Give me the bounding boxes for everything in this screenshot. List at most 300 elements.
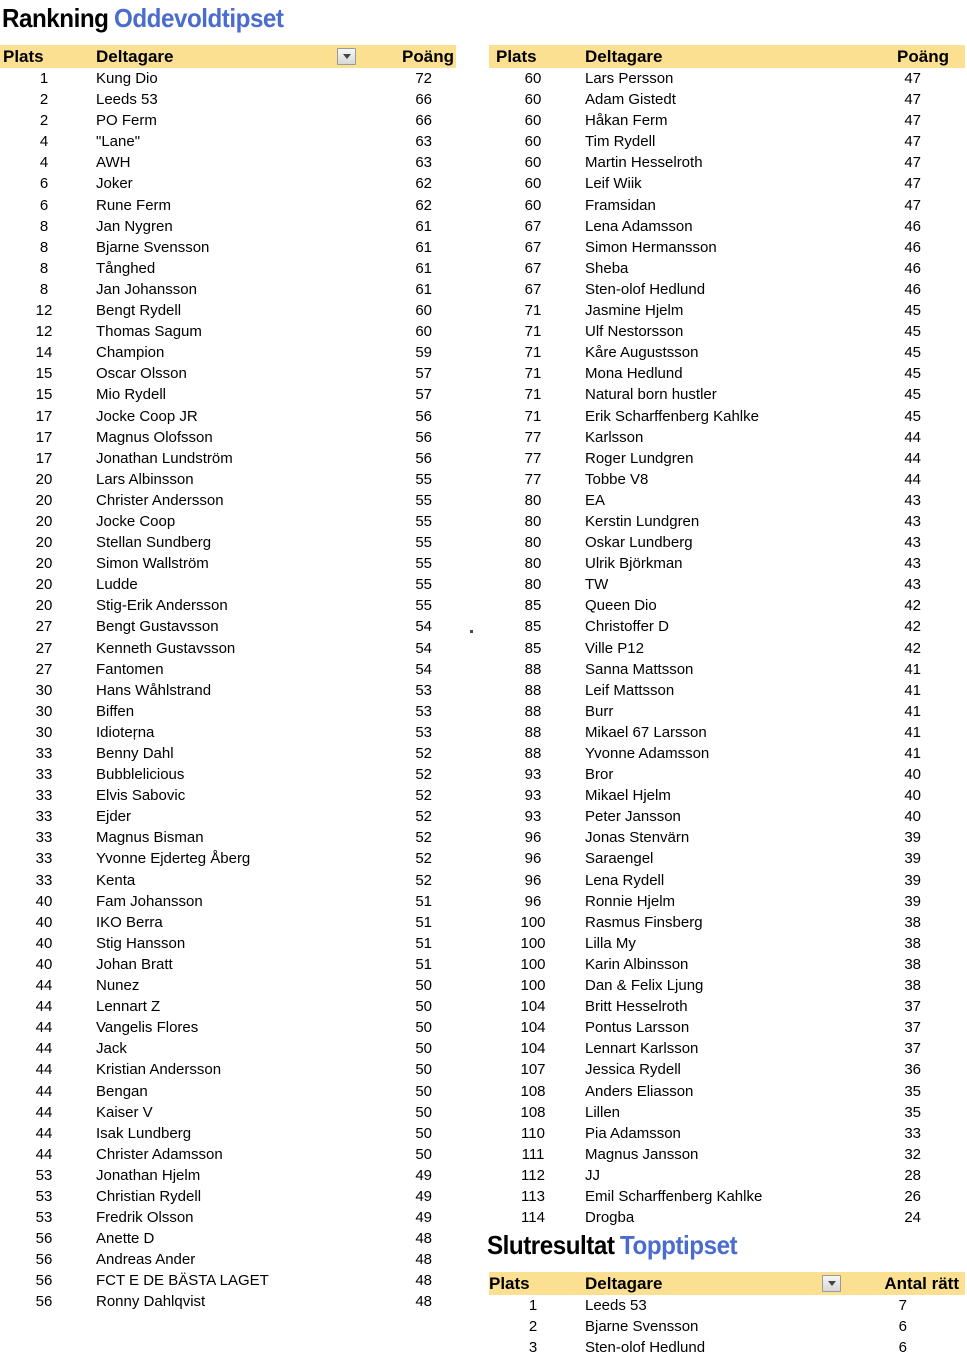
deltagare-cell: Magnus Jansson [585, 1145, 699, 1163]
deltagare-cell: Sten-olof Hedlund [585, 1339, 706, 1357]
plats-cell: 104 [520, 1040, 546, 1058]
table-row [0, 1017, 456, 1038]
plats-cell: 30 [35, 723, 53, 741]
table-row [0, 933, 456, 954]
plats-cell: 53 [35, 1166, 53, 1184]
plats-cell: 33 [35, 829, 53, 847]
deltagare-cell: Jan Nygren [96, 217, 173, 235]
deltagare-cell: Jocke Coop [96, 512, 176, 530]
deltagare-cell: Tånghed [96, 259, 156, 277]
deltagare-cell: Peter Jansson [585, 808, 681, 826]
poang-cell: 41 [904, 745, 921, 762]
plats-cell: 56 [35, 1230, 53, 1248]
deltagare-cell: Roger Lundgren [585, 449, 694, 467]
plats-cell: 44 [35, 1145, 53, 1163]
plats-cell: 6 [39, 175, 49, 193]
poang-cell: 24 [904, 1209, 921, 1227]
table-row [489, 532, 965, 553]
poang-cell: 50 [415, 1019, 432, 1037]
poang-cell: 43 [904, 555, 921, 573]
plats-cell: 60 [524, 133, 542, 151]
table-row [0, 321, 456, 342]
table-row [489, 216, 965, 237]
poang-cell: 66 [415, 112, 432, 130]
deltagare-cell: Burr [585, 702, 614, 720]
deltagare-cell: EA [585, 491, 606, 509]
poang-cell: 63 [415, 154, 432, 172]
poang-cell: 43 [904, 576, 921, 594]
plats-cell: 80 [524, 491, 542, 509]
poang-cell: 55 [415, 534, 432, 552]
poang-cell: 47 [904, 70, 921, 87]
plats-cell: 4 [39, 154, 49, 172]
poang-cell: 38 [904, 955, 921, 973]
deltagare-cell: Lena Rydell [585, 871, 665, 889]
filter-dropdown-button[interactable] [822, 1275, 841, 1292]
table-row [0, 532, 456, 553]
poang-cell: 52 [415, 850, 432, 868]
deltagare-cell: Bengt Gustavsson [96, 618, 219, 636]
deltagare-header-label: Deltagare [585, 1274, 663, 1293]
deltagare-cell: Anders Eliasson [585, 1082, 694, 1100]
deltagare-cell: Lars Albinsson [96, 470, 194, 488]
plats-cell: 20 [35, 555, 53, 573]
poang-cell: 45 [904, 365, 921, 383]
plats-cell: 93 [524, 766, 542, 784]
table-row [0, 1186, 456, 1207]
table-row [489, 616, 965, 637]
deltagare-cell: Yvonne Adamsson [585, 745, 710, 762]
deltagare-cell: Ronnie Hjelm [585, 892, 676, 910]
deltagare-cell: Fredrik Olsson [96, 1209, 194, 1227]
plats-cell: 40 [35, 913, 53, 931]
poang-cell: 57 [415, 365, 432, 383]
plats-cell: 67 [524, 259, 542, 277]
poang-cell: 52 [415, 766, 432, 784]
poang-cell: 46 [904, 217, 921, 235]
table-header-row [489, 1272, 965, 1295]
plats-cell: 60 [524, 112, 542, 130]
plats-cell: 60 [524, 175, 542, 193]
table-row [0, 954, 456, 975]
table-row [489, 870, 965, 891]
deltagare-cell: Erik Scharffenberg Kahlke [585, 407, 759, 425]
plats-cell: 44 [35, 1124, 53, 1142]
plats-cell: 67 [524, 238, 542, 256]
table-row [489, 1144, 965, 1165]
table-row [489, 785, 965, 806]
poang-cell: 35 [904, 1103, 921, 1121]
poang-cell: 33 [904, 1124, 921, 1142]
plats-cell: 85 [524, 597, 542, 615]
table-row [489, 912, 965, 933]
table-row [489, 680, 965, 701]
plats-cell: 33 [35, 871, 53, 889]
chevron-down-icon [343, 54, 351, 59]
table-row [0, 638, 456, 659]
table-row [489, 1059, 965, 1080]
poang-cell: 53 [415, 681, 432, 699]
poang-column-header: Poäng [402, 47, 454, 66]
deltagare-cell: Ville P12 [585, 639, 644, 657]
table-row [489, 1337, 965, 1358]
plats-cell: 3 [528, 1339, 538, 1357]
plats-cell: 33 [35, 808, 53, 826]
poang-cell: 47 [904, 154, 921, 172]
poang-cell: 63 [415, 133, 432, 151]
poang-cell: 40 [904, 766, 921, 784]
plats-cell: 88 [524, 681, 542, 699]
deltagare-cell: Stig-Erik Andersson [96, 597, 228, 615]
table-row [489, 427, 965, 448]
poang-cell: 49 [415, 1187, 432, 1205]
ranking-table-right [489, 45, 965, 1228]
deltagare-cell: Bror [585, 766, 614, 784]
poang-cell: 42 [904, 597, 921, 615]
plats-cell: 60 [524, 154, 542, 172]
poang-cell: 37 [904, 998, 921, 1016]
plats-cell: 6 [39, 196, 49, 214]
poang-cell: 50 [415, 1103, 432, 1121]
plats-cell: 71 [524, 302, 542, 320]
poang-cell: 66 [415, 91, 432, 109]
deltagare-cell: AWH [96, 154, 131, 172]
table-row [489, 827, 965, 848]
table-row [0, 722, 456, 743]
deltagare-cell: Framsidan [585, 196, 656, 214]
table-row [489, 1186, 965, 1207]
deltagare-cell: Christer Adamsson [96, 1145, 223, 1163]
deltagare-cell: Tobbe V8 [585, 470, 649, 488]
table-row [0, 1144, 456, 1165]
poang-cell: 50 [415, 1061, 432, 1079]
deltagare-cell: Bengan [96, 1082, 148, 1100]
final-result-table [489, 1272, 965, 1358]
deltagare-cell: Bjarne Svensson [96, 238, 210, 256]
table-row [489, 237, 965, 258]
plats-cell: 12 [35, 323, 53, 341]
table-row [0, 1102, 456, 1123]
plats-cell: 60 [524, 91, 542, 109]
table-row [0, 996, 456, 1017]
deltagare-cell: Lennart Z [96, 998, 161, 1016]
table-row [489, 975, 965, 996]
poang-cell: 43 [904, 512, 921, 530]
table-row [0, 131, 456, 152]
table-row [489, 68, 965, 89]
table-row [0, 406, 456, 427]
table-row [489, 321, 965, 342]
deltagare-cell: Nunez [96, 977, 140, 995]
table-row [489, 764, 965, 785]
poang-cell: 50 [415, 998, 432, 1016]
plats-cell: 30 [35, 681, 53, 699]
poang-cell: 51 [415, 892, 432, 910]
deltagare-cell: Isak Lundberg [96, 1124, 192, 1142]
plats-cell: 40 [35, 955, 53, 973]
poang-cell: 42 [904, 639, 921, 657]
poang-cell: 48 [415, 1293, 432, 1311]
poang-cell: 55 [415, 597, 432, 615]
table-row [489, 659, 965, 680]
table-row [489, 806, 965, 827]
deltagare-cell: Tim Rydell [585, 133, 656, 151]
table-row [0, 827, 456, 848]
plats-cell: 85 [524, 639, 542, 657]
poang-cell: 45 [904, 323, 921, 341]
table-row [489, 490, 965, 511]
filter-dropdown-button[interactable] [337, 48, 356, 65]
plats-cell: 113 [521, 1187, 545, 1205]
deltagare-cell: Stellan Sundberg [96, 534, 212, 552]
antal-ratt-cell: 6 [898, 1318, 907, 1336]
plats-cell: 77 [524, 428, 542, 446]
title-rankning-label: Rankning [2, 3, 109, 33]
deltagare-cell: Oskar Lundberg [585, 534, 693, 552]
plats-cell: 44 [35, 977, 53, 995]
table-row [0, 975, 456, 996]
deltagare-cell: Magnus Bisman [96, 829, 204, 847]
poang-cell: 60 [415, 302, 432, 320]
table-row [489, 279, 965, 300]
deltagare-cell: Lars Persson [585, 70, 674, 87]
deltagare-header-label: Deltagare [96, 47, 174, 66]
table-row [0, 701, 456, 722]
deltagare-cell: Natural born hustler [585, 386, 717, 404]
table-row [0, 574, 456, 595]
plats-cell: 44 [35, 998, 53, 1016]
table-row [0, 427, 456, 448]
deltagare-cell: Fam Johansson [96, 892, 203, 910]
plats-cell: 17 [35, 428, 53, 446]
table-row [489, 300, 965, 321]
plats-cell: 17 [35, 407, 53, 425]
table-row [0, 1059, 456, 1080]
table-row [489, 638, 965, 659]
deltagare-cell: Jan Johansson [96, 280, 197, 298]
poang-cell: 26 [904, 1187, 921, 1205]
plats-cell: 1 [39, 70, 49, 87]
deltagare-cell: Mikael Hjelm [585, 787, 671, 805]
deltagare-cell: Bjarne Svensson [585, 1318, 699, 1336]
table-row [489, 1102, 965, 1123]
deltagare-cell: "Lane" [96, 133, 141, 151]
poang-cell: 61 [415, 280, 432, 298]
deltagare-cell: Jonathan Hjelm [96, 1166, 201, 1184]
poang-cell: 47 [904, 133, 921, 151]
deltagare-cell: Rune Ferm [96, 196, 172, 214]
poang-cell: 43 [904, 534, 921, 552]
plats-cell: 15 [35, 386, 53, 404]
poang-cell: 49 [415, 1166, 432, 1184]
title-slutresultat-label: Slutresultat [487, 1230, 615, 1260]
plats-cell: 1 [528, 1297, 538, 1314]
poang-cell: 39 [904, 892, 921, 910]
plats-cell: 80 [524, 555, 542, 573]
poang-cell: 54 [415, 618, 432, 636]
poang-cell: 28 [904, 1166, 921, 1184]
table-row [0, 1165, 456, 1186]
table-row [0, 870, 456, 891]
poang-cell: 51 [415, 913, 432, 931]
deltagare-cell: Yvonne Ejderteg Åberg [96, 850, 251, 868]
plats-cell: 2 [39, 91, 49, 109]
deltagare-cell: Ulrik Björkman [585, 555, 683, 573]
poang-cell: 48 [415, 1272, 432, 1290]
plats-cell: 71 [524, 344, 542, 362]
table-row [0, 785, 456, 806]
plats-cell: 80 [524, 534, 542, 552]
poang-cell: 50 [415, 1082, 432, 1100]
deltagare-cell: Simon Hermansson [585, 238, 717, 256]
plats-cell: 60 [524, 196, 542, 214]
poang-cell: 52 [415, 829, 432, 847]
deltagare-cell: Kristian Andersson [96, 1061, 222, 1079]
table-row [489, 384, 965, 405]
plats-cell: 8 [39, 217, 49, 235]
deltagare-column-header [88, 45, 362, 68]
plats-cell: 67 [524, 217, 542, 235]
plats-cell: 53 [35, 1209, 53, 1227]
plats-cell: 44 [35, 1082, 53, 1100]
poang-cell: 42 [904, 618, 921, 636]
plats-cell: 88 [524, 702, 542, 720]
deltagare-cell: IKO Berra [96, 913, 163, 931]
deltagare-cell: Kerstin Lundgren [585, 512, 700, 530]
plats-cell: 96 [524, 871, 542, 889]
deltagare-cell: Stig Hansson [96, 934, 186, 952]
poang-cell: 40 [904, 808, 921, 826]
deltagare-cell: Jessica Rydell [585, 1061, 681, 1079]
table-row [0, 279, 456, 300]
table-row [489, 891, 965, 912]
table-row [0, 300, 456, 321]
deltagare-cell: Ronny Dahlqvist [96, 1293, 206, 1311]
deltagare-cell: Leif Mattsson [585, 681, 675, 699]
plats-cell: 8 [39, 280, 49, 298]
deltagare-cell: Saraengel [585, 850, 654, 868]
poang-cell: 38 [904, 913, 921, 931]
table-row [0, 553, 456, 574]
plats-cell: 104 [520, 1019, 546, 1037]
table-row [0, 384, 456, 405]
ranking-table-left [0, 45, 456, 1313]
poang-cell: 59 [415, 344, 432, 362]
deltagare-cell: Simon Wallström [96, 555, 209, 573]
plats-cell: 100 [520, 913, 546, 931]
deltagare-cell: Sheba [585, 259, 629, 277]
plats-cell: 108 [520, 1082, 546, 1100]
table-row [489, 1017, 965, 1038]
plats-cell: 20 [35, 491, 53, 509]
plats-column-header: Plats [489, 1274, 530, 1293]
table-row [489, 406, 965, 427]
deltagare-cell: Lena Adamsson [585, 217, 693, 235]
table-row [0, 806, 456, 827]
table-row [489, 469, 965, 490]
plats-cell: 33 [35, 850, 53, 868]
plats-cell: 27 [35, 618, 53, 636]
table-row [0, 1228, 456, 1249]
table-row [0, 237, 456, 258]
plats-cell: 27 [35, 639, 53, 657]
poang-cell: 55 [415, 555, 432, 573]
poang-cell: 45 [904, 344, 921, 362]
deltagare-cell: Joker [96, 175, 133, 193]
plats-cell: 88 [524, 745, 542, 762]
plats-column-header: Plats [3, 47, 44, 66]
deltagare-cell: Fantomen [96, 660, 164, 678]
stray-pixel-artifact [470, 630, 473, 633]
deltagare-column-header [577, 45, 869, 68]
table-row [489, 511, 965, 532]
plats-cell: 15 [35, 365, 53, 383]
poang-cell: 37 [904, 1019, 921, 1037]
table-row [0, 363, 456, 384]
deltagare-cell: Sanna Mattsson [585, 660, 694, 678]
table-row [0, 68, 456, 89]
deltagare-cell: Jocke Coop JR [96, 407, 198, 425]
plats-cell: 2 [528, 1318, 538, 1336]
plats-cell: 8 [39, 259, 49, 277]
plats-cell: 20 [35, 597, 53, 615]
plats-cell: 17 [35, 449, 53, 467]
table-row [0, 89, 456, 110]
table-row [0, 595, 456, 616]
poang-cell: 45 [904, 386, 921, 404]
plats-cell: 33 [35, 745, 53, 762]
deltagare-cell: Dan & Felix Ljung [585, 977, 704, 995]
table-row [489, 954, 965, 975]
plats-cell: 88 [524, 723, 542, 741]
plats-cell: 77 [524, 470, 542, 488]
table-row [489, 574, 965, 595]
plats-cell: 20 [35, 534, 53, 552]
deltagare-cell: JJ [585, 1166, 600, 1184]
table-row [489, 1207, 965, 1228]
poang-cell: 54 [415, 660, 432, 678]
plats-cell: 44 [35, 1103, 53, 1121]
deltagare-cell: TW [585, 576, 609, 594]
table-row [0, 1270, 456, 1291]
table-row [0, 1249, 456, 1270]
deltagare-cell: Britt Hesselroth [585, 998, 688, 1016]
plats-cell: 93 [524, 787, 542, 805]
deltagare-cell: Thomas Sagum [96, 323, 202, 341]
deltagare-cell: Jonathan Lundström [96, 449, 233, 467]
poang-cell: 52 [415, 787, 432, 805]
table-row [0, 490, 456, 511]
poang-cell: 61 [415, 217, 432, 235]
plats-cell: 80 [524, 512, 542, 530]
deltagare-cell: Hans Wåhlstrand [96, 681, 212, 699]
plats-cell: 30 [35, 702, 53, 720]
poang-cell: 53 [415, 723, 432, 741]
poang-cell: 41 [904, 660, 921, 678]
deltagare-cell: Kaiser V [96, 1103, 153, 1121]
plats-cell: 71 [524, 365, 542, 383]
poang-cell: 55 [415, 512, 432, 530]
deltagare-cell: Vangelis Flores [96, 1019, 199, 1037]
deltagare-cell: Kenneth Gustavsson [96, 639, 236, 657]
table-row [489, 1038, 965, 1059]
poang-cell: 55 [415, 576, 432, 594]
poang-cell: 56 [415, 407, 432, 425]
poang-cell: 36 [904, 1061, 921, 1079]
poang-cell: 52 [415, 871, 432, 889]
deltagare-cell: Kenta [96, 871, 136, 889]
plats-cell: 80 [524, 576, 542, 594]
